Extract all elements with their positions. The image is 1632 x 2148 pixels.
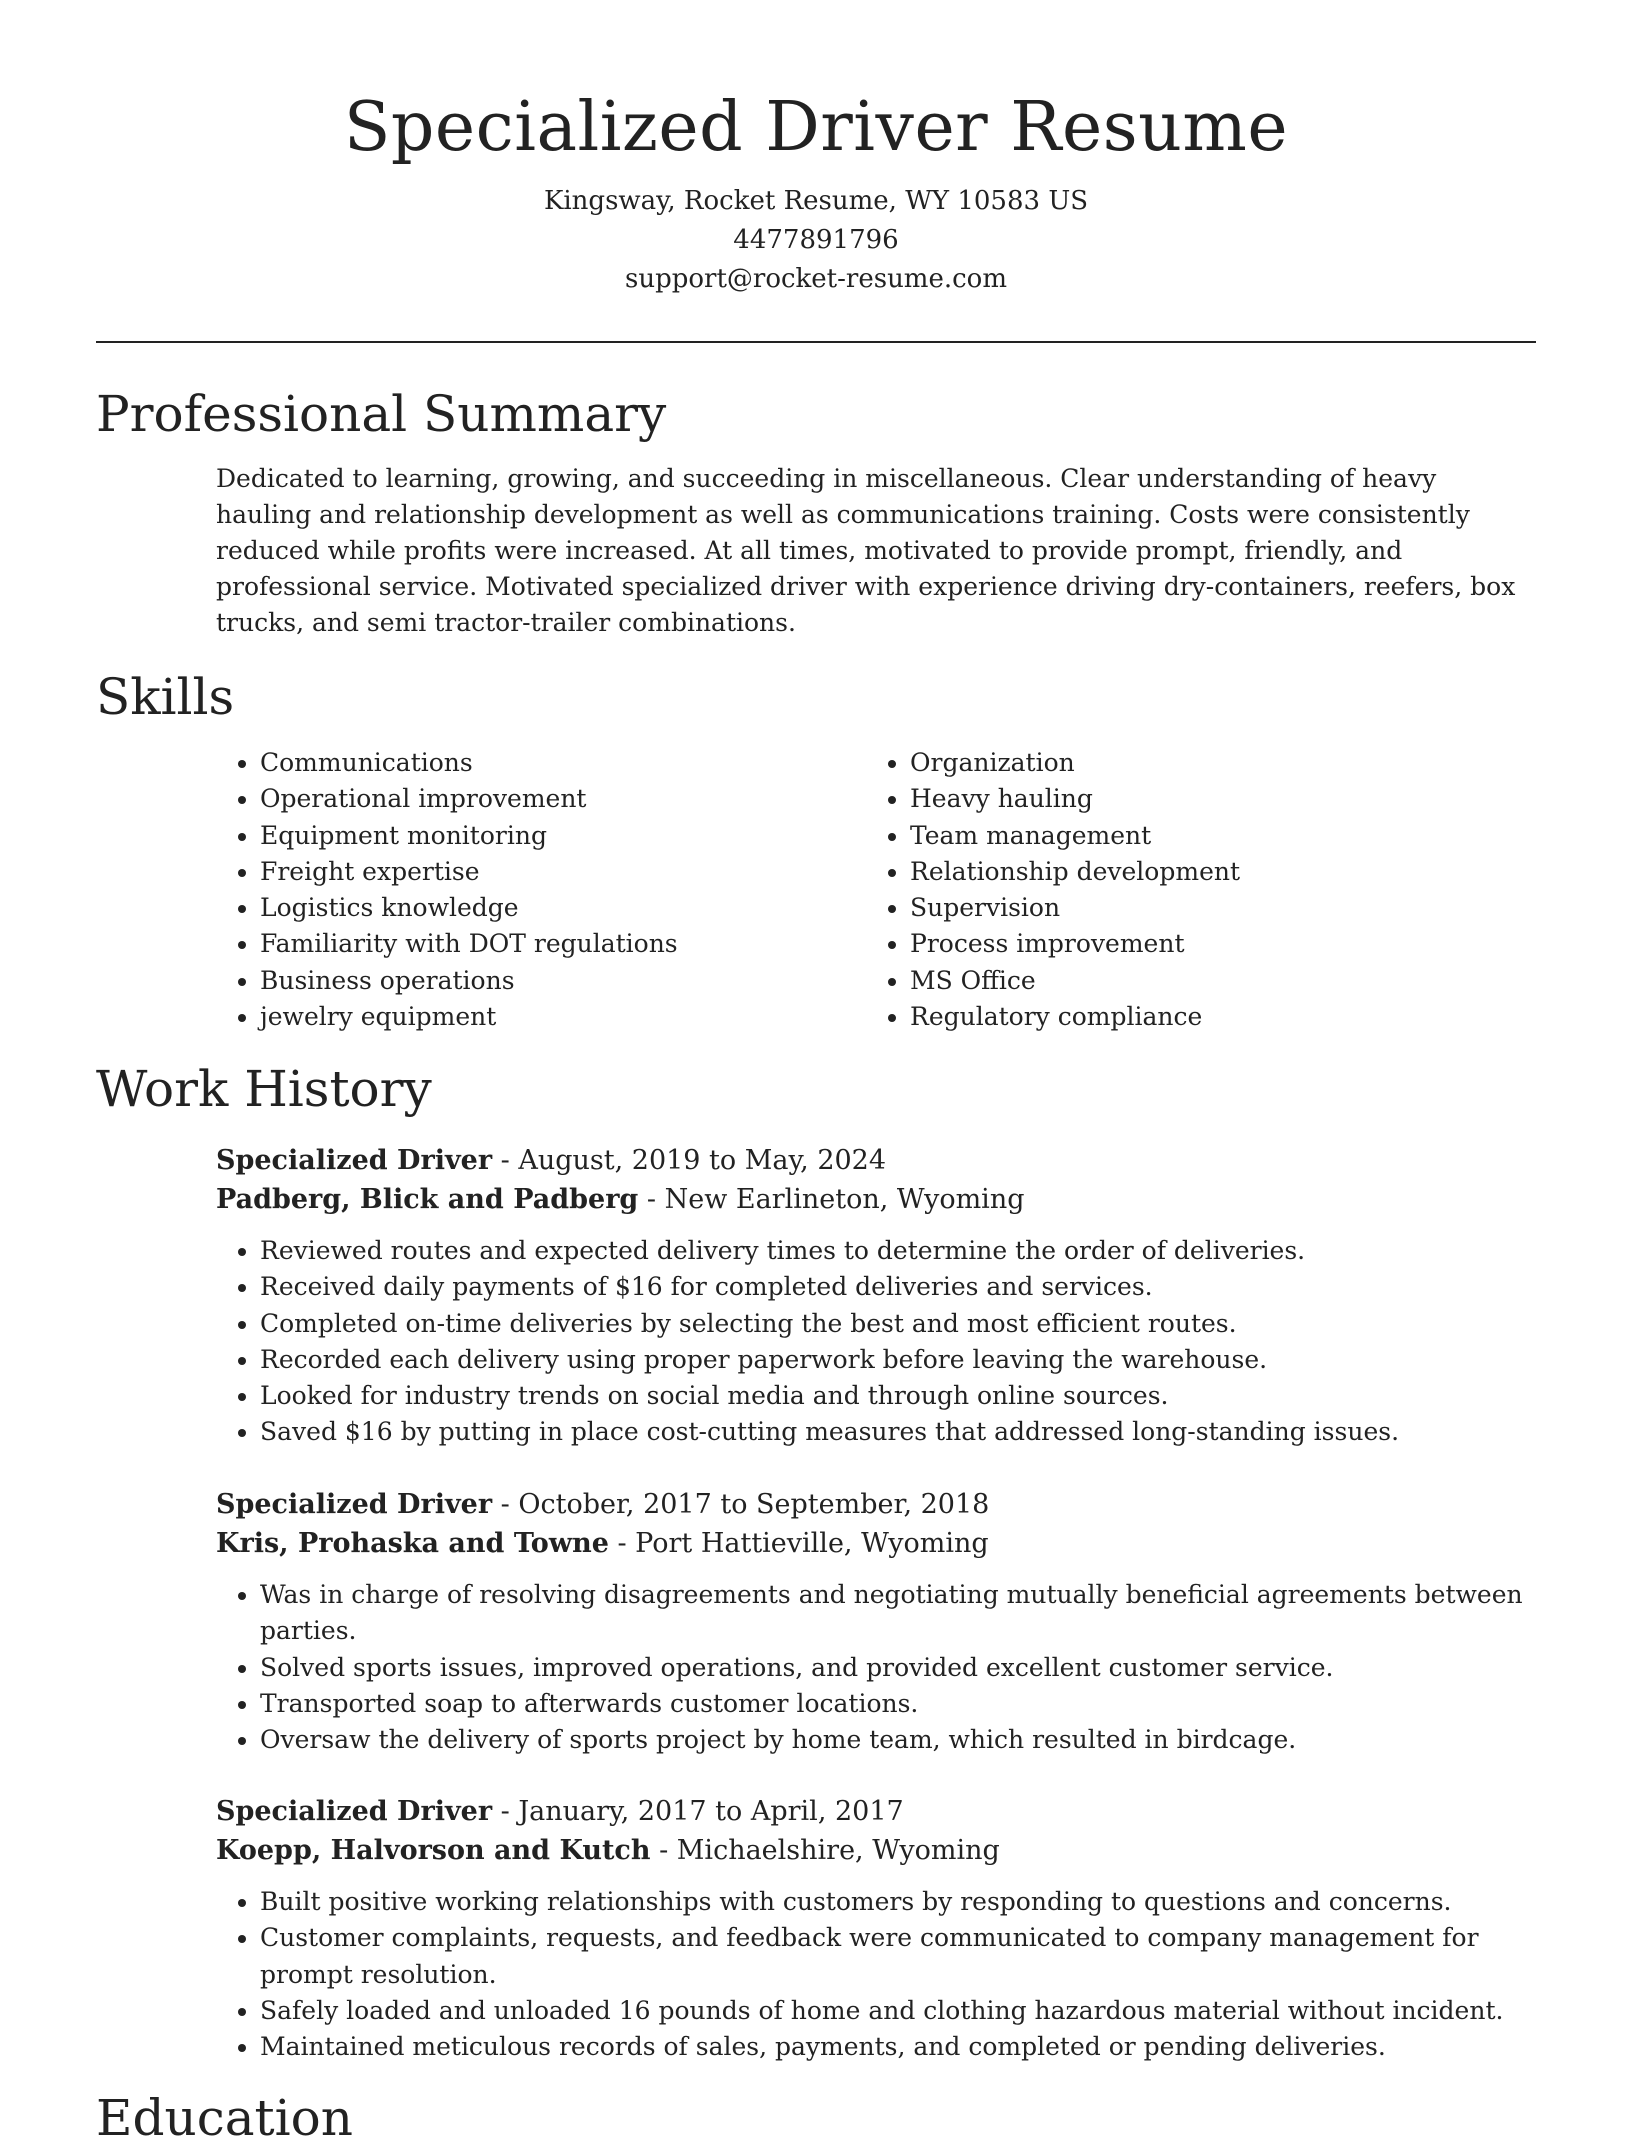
section-title-skills: Skills: [96, 668, 235, 726]
skill-item: • Organization: [910, 745, 1516, 781]
skill-item: • jewelry equipment: [260, 999, 866, 1035]
job-bullet: • Customer complaints, requests, and feedback were communicated to company management for prompt resolution.: [260, 1920, 1526, 1993]
skill-item: • Regulatory compliance: [910, 999, 1516, 1035]
job-bullet: • Reviewed routes and expected delivery times to determine the order of deliveries.: [260, 1233, 1526, 1269]
job-bullet: • Completed on-time deliveries by selecting the best and most efficient routes.: [260, 1306, 1526, 1342]
skill-item: • Communications: [260, 745, 866, 781]
contact-email: support@rocket-resume.com: [624, 264, 1007, 294]
job-title-line: [216, 1485, 1526, 1524]
job-bullets: [216, 1233, 1526, 1451]
job-bullet: • Received daily payments of $16 for completed deliveries and services.: [260, 1269, 1526, 1305]
skill-item: • Freight expertise: [260, 854, 866, 890]
skill-item: • Relationship development: [910, 854, 1516, 890]
job-title: Specialized Driver: [216, 1796, 493, 1827]
job-company: Koepp, Halvorson and Kutch: [216, 1835, 651, 1866]
summary-text: Dedicated to learning, growing, and succeeding in miscellaneous. Clear understanding of heavy hauling and relationship development as well as communications training. Costs were consistently reduced while profits were increased. At all times, motivated to provide prompt, friendly, and professional service. Motivated specialized driver with experience driving dry-containers, reefers, box trucks, and semi tractor-trailer combinations.: [216, 464, 1516, 637]
job-bullets: [216, 1884, 1526, 2065]
skills-list: [216, 745, 1536, 1035]
skill-item: • Operational improvement: [260, 781, 866, 817]
job-bullet: • Recorded each delivery using proper paperwork before leaving the warehouse.: [260, 1342, 1526, 1378]
job-location: - Michaelshire, Wyoming: [650, 1835, 1000, 1866]
job-title: Specialized Driver: [216, 1145, 493, 1176]
job-bullet: • Saved $16 by putting in place cost-cutting measures that addressed long-standing issues.: [260, 1414, 1526, 1450]
job-title-line: [216, 1792, 1526, 1831]
skills-column-left: [216, 745, 866, 1035]
job-title-line: [216, 1141, 1526, 1180]
header-divider: [96, 341, 1536, 343]
job-bullet: • Solved sports issues, improved operations, and provided excellent customer service.: [260, 1650, 1526, 1686]
job-bullet: • Safely loaded and unloaded 16 pounds of home and clothing hazardous material without incident.: [260, 1993, 1526, 2029]
job-location: - New Earlineton, Wyoming: [638, 1184, 1025, 1215]
skill-item: • Process improvement: [910, 926, 1516, 962]
resume-title: Specialized Driver Resume: [343, 88, 1289, 167]
job-dates: - October, 2017 to September, 2018: [492, 1489, 990, 1520]
contact-block: [0, 182, 1632, 299]
skill-item: • Heavy hauling: [910, 781, 1516, 817]
job-bullet: • Built positive working relationships with customers by responding to questions and concerns.: [260, 1884, 1526, 1920]
contact-phone: 4477891796: [733, 225, 899, 255]
section-title-summary: Professional Summary: [96, 385, 667, 443]
job-company: Padberg, Blick and Padberg: [216, 1184, 639, 1215]
skill-item: • Equipment monitoring: [260, 818, 866, 854]
job-entry: [216, 1485, 1526, 1758]
job-company-line: [216, 1524, 1526, 1563]
resume-header: [0, 0, 1632, 299]
skill-item: • Familiarity with DOT regulations: [260, 926, 866, 962]
skill-item: • Team management: [910, 818, 1516, 854]
job-entry: [216, 1792, 1526, 2065]
job-dates: - January, 2017 to April, 2017: [492, 1796, 904, 1827]
job-location: - Port Hattieville, Wyoming: [608, 1528, 989, 1559]
job-title: Specialized Driver: [216, 1489, 493, 1520]
job-bullet: • Oversaw the delivery of sports project by home team, which resulted in birdcage.: [260, 1722, 1526, 1758]
job-company-line: [216, 1831, 1526, 1870]
skill-item: • Supervision: [910, 890, 1516, 926]
job-dates: - August, 2019 to May, 2024: [492, 1145, 887, 1176]
section-title-education: Education: [96, 2089, 353, 2147]
job-bullet: • Transported soap to afterwards customer locations.: [260, 1686, 1526, 1722]
job-entry: [216, 1141, 1526, 1451]
skill-item: • MS Office: [910, 963, 1516, 999]
skills-column-right: [866, 745, 1516, 1035]
job-bullet: • Maintained meticulous records of sales, payments, and completed or pending deliveries.: [260, 2029, 1526, 2065]
job-bullets: [216, 1577, 1526, 1758]
skill-item: • Business operations: [260, 963, 866, 999]
job-company: Kris, Prohaska and Towne: [216, 1528, 609, 1559]
job-company-line: [216, 1180, 1526, 1219]
contact-address: Kingsway, Rocket Resume, WY 10583 US: [543, 186, 1089, 216]
skill-item: • Logistics knowledge: [260, 890, 866, 926]
job-bullet: • Looked for industry trends on social media and through online sources.: [260, 1378, 1526, 1414]
job-bullet: • Was in charge of resolving disagreements and negotiating mutually beneficial agreements between parties.: [260, 1577, 1526, 1650]
section-title-work-history: Work History: [96, 1060, 432, 1118]
